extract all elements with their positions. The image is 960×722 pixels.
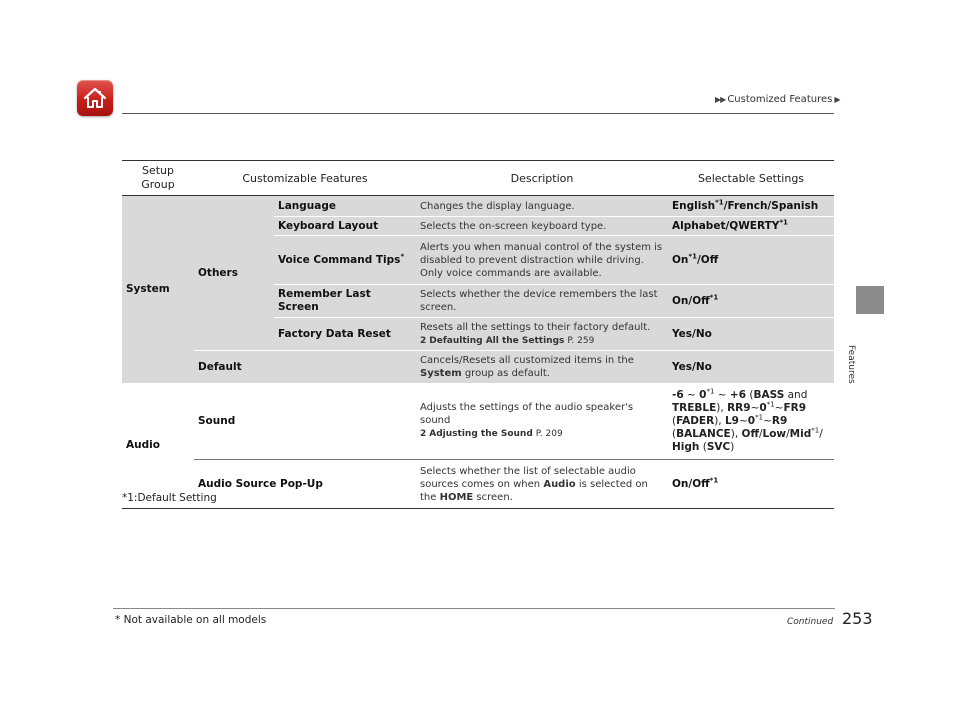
settings-audio-source-popup: On/Off$^{*1}$ <box>668 460 834 509</box>
feature-factory-data-reset: Factory Data Reset <box>274 318 416 351</box>
feature-language: Language <box>274 196 416 217</box>
footnote-default-setting: *1:Default Setting <box>122 492 217 504</box>
footer-divider <box>113 608 835 609</box>
table-row <box>122 351 834 384</box>
home-icon <box>82 85 108 111</box>
settings-voice-command-tips: On$^{*1}$/Off <box>668 236 834 285</box>
description-audio-source-popup: Selects whether the list of selectable audio sources comes on when Audio is selected on the HOME screen. <box>416 460 668 509</box>
customized-features-table <box>122 160 834 509</box>
feature-voice-command-tips: Voice Command Tips* <box>274 236 416 285</box>
settings-default: Yes/No <box>668 351 834 384</box>
table-row <box>122 383 834 460</box>
settings-sound: -6 ~ 0$^{*1}$ ~ +6 (BASS and TREBLE), RR9~0$^{*1}$~FR9 (FADER), L9~0$^{*1}$~R9 (BALANCE), Off/Low/Mid$^{*1}$/ High (SVC) <box>668 383 834 460</box>
header-customizable-features: Customizable Features <box>194 161 416 196</box>
description-factory-data-reset: Resets all the settings to their factory default. 2 Defaulting All the Settings P. 259 <box>416 318 668 351</box>
breadcrumb-arrow-icon: ▶ <box>834 95 840 104</box>
xref-arrow-icon: 2 <box>420 335 427 346</box>
description-language: Changes the display language. <box>416 196 668 217</box>
group-audio: Audio <box>122 383 194 509</box>
settings-language: English$^{*1}$/French/Spanish <box>668 196 834 217</box>
description-voice-command-tips: Alerts you when manual control of the system is disabled to prevent distraction while driving. Only voice commands are available. <box>416 236 668 285</box>
feature-default: Default <box>194 351 416 384</box>
feature-sound: Sound <box>194 383 416 460</box>
group-system: System <box>122 196 194 384</box>
feature-remember-last-screen: Remember Last Screen <box>274 285 416 318</box>
description-keyboard-layout: Selects the on-screen keyboard type. <box>416 217 668 236</box>
feature-audio-source-popup: Audio Source Pop-Up <box>194 460 416 509</box>
settings-factory-data-reset: Yes/No <box>668 318 834 351</box>
breadcrumb[interactable] <box>715 94 839 105</box>
xref-defaulting-all-settings[interactable]: 2 Defaulting All the Settings P. 259 <box>420 335 595 346</box>
section-label: Features <box>846 345 856 384</box>
page-number: 253 <box>842 609 873 628</box>
description-remember-last-screen: Selects whether the device remembers the last screen. <box>416 285 668 318</box>
breadcrumb-arrow-icon: ▶▶ <box>715 95 726 104</box>
breadcrumb-label: Customized Features <box>727 94 833 105</box>
xref-adjusting-sound[interactable]: 2 Adjusting the Sound P. 209 <box>420 429 563 439</box>
xref-arrow-icon: 2 <box>420 429 427 439</box>
continued-label: Continued <box>787 617 834 627</box>
section-tab[interactable] <box>856 286 884 314</box>
header-divider <box>122 113 834 114</box>
settings-keyboard-layout: Alphabet/QWERTY$^{*1}$ <box>668 217 834 236</box>
subgroup-others: Others <box>194 196 274 351</box>
header-selectable-settings: Selectable Settings <box>668 161 834 196</box>
footnote-availability: * Not available on all models <box>115 614 267 626</box>
header-setup-group: Setup Group <box>122 161 194 196</box>
home-button[interactable] <box>77 80 113 116</box>
feature-keyboard-layout: Keyboard Layout <box>274 217 416 236</box>
header-description: Description <box>416 161 668 196</box>
table-header-row <box>122 161 834 196</box>
description-default: Cancels/Resets all customized items in the System group as default. <box>416 351 668 384</box>
table-row <box>122 460 834 509</box>
settings-remember-last-screen: On/Off$^{*1}$ <box>668 285 834 318</box>
table-row <box>122 196 834 217</box>
description-sound: Adjusts the settings of the audio speaker's sound 2 Adjusting the Sound P. 209 <box>416 383 668 460</box>
